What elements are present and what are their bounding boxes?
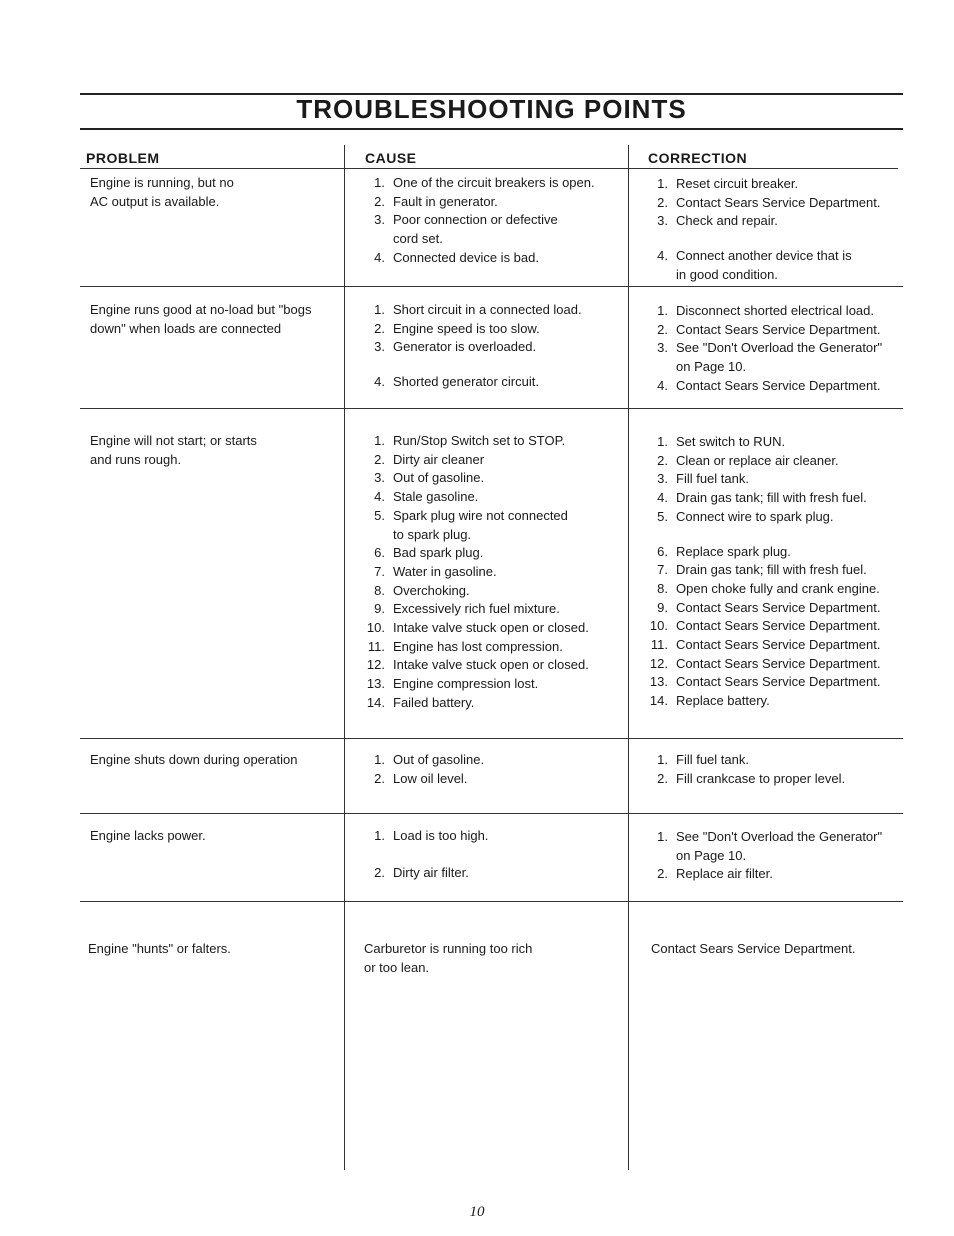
problem-line: and runs rough.: [90, 451, 182, 467]
item-text: Fill fuel tank.: [676, 471, 749, 487]
cause-list: [365, 301, 582, 392]
item-number: 2.: [657, 452, 668, 468]
item-number: 8.: [657, 580, 668, 596]
item-number: 1.: [374, 433, 385, 448]
item-text: Intake valve stuck open or closed.: [393, 657, 589, 673]
item-number: 2.: [657, 321, 668, 337]
item-number: 12.: [649, 655, 668, 671]
item-text: Intake valve stuck open or closed.: [393, 620, 589, 636]
cause-item: [365, 544, 589, 563]
item-number: 11.: [650, 637, 668, 653]
item-text: Contact Sears Service Department.: [676, 618, 881, 634]
item-text: One of the circuit breakers is open.: [393, 175, 595, 190]
item-number: 14.: [366, 694, 385, 710]
cause-item: [365, 582, 589, 601]
item-text: Short circuit in a connected load.: [393, 302, 582, 317]
problem-cell: [90, 301, 311, 338]
correction-item: [648, 470, 880, 489]
header-underline: [80, 168, 898, 169]
item-number: 1.: [374, 175, 385, 190]
item-number: 2.: [374, 865, 385, 881]
item-text: Contact Sears Service Department.: [676, 321, 881, 337]
cause-item: [365, 230, 595, 249]
item-text: to spark plug.: [393, 526, 472, 542]
item-text: on Page 10.: [676, 847, 747, 863]
item-text: on Page 10.: [676, 359, 747, 375]
column-divider-left: [344, 145, 345, 1170]
item-number: 2.: [374, 451, 385, 467]
item-text: Contact Sears Service Department.: [676, 674, 881, 690]
correction-item: [648, 655, 880, 674]
correction-item: [648, 636, 880, 655]
cause-item: [365, 507, 589, 526]
cause-item: [365, 432, 589, 451]
item-number: 10.: [649, 618, 668, 634]
item-text: Engine speed is too slow.: [393, 320, 540, 336]
problem-line: Engine shuts down during operation: [90, 752, 298, 767]
item-number: 3.: [657, 213, 668, 229]
item-text: Check and repair.: [676, 213, 778, 229]
item-text: Low oil level.: [393, 770, 468, 786]
cause-list: [365, 827, 488, 883]
cause-item: [365, 638, 589, 657]
item-number: 2.: [657, 770, 668, 786]
item-text: Contact Sears Service Department.: [676, 637, 881, 653]
item-text: Drain gas tank; fill with fresh fuel.: [676, 490, 867, 506]
item-number: 10.: [366, 620, 385, 636]
item-text: Excessively rich fuel mixture.: [393, 601, 560, 617]
item-text: Contact Sears Service Department.: [676, 377, 881, 393]
item-text: Overchoking.: [393, 582, 470, 598]
correction-item: [648, 452, 880, 471]
item-number: 3.: [657, 471, 668, 487]
correction-item: [648, 599, 880, 618]
item-text: Connect wire to spark plug.: [676, 508, 834, 524]
problem-line: Engine lacks power.: [90, 828, 206, 843]
item-number: 1.: [657, 303, 668, 318]
item-text: Spark plug wire not connected: [393, 507, 568, 523]
header-correction: CORRECTION: [648, 150, 748, 166]
item-text: Connected device is bad.: [393, 249, 539, 265]
item-number: 1.: [374, 828, 385, 843]
correction-item: [648, 580, 880, 599]
item-number: 3.: [374, 339, 385, 355]
item-number: 4.: [657, 490, 668, 506]
correction-item: [648, 266, 880, 285]
correction-item: [648, 770, 845, 789]
item-number: 1.: [657, 176, 668, 191]
item-text: Engine compression lost.: [393, 676, 539, 692]
item-text: Reset circuit breaker.: [676, 176, 799, 191]
item-number: 9.: [374, 601, 385, 617]
correction-item: [648, 175, 880, 194]
item-number: 13.: [649, 674, 668, 690]
correction-item: [648, 321, 882, 340]
item-text: Poor connection or defective: [393, 212, 558, 228]
problem-line: down" when loads are connected: [90, 320, 282, 336]
item-text: Fill crankcase to proper level.: [676, 770, 846, 786]
item-text: Fill fuel tank.: [676, 752, 749, 767]
cause-item: [365, 488, 589, 507]
item-text: Dirty air cleaner: [393, 451, 485, 467]
item-number: 5.: [657, 508, 668, 524]
item-number: 11.: [367, 638, 385, 654]
item-number: 6.: [657, 543, 668, 559]
item-number: 1.: [657, 829, 668, 844]
cause-item: [365, 193, 595, 212]
item-text: in good condition.: [676, 266, 778, 282]
item-text: Contact Sears Service Department.: [676, 599, 881, 615]
row-separator: [80, 286, 903, 287]
row-separator: [80, 813, 903, 814]
correction-item: [648, 247, 880, 266]
cause-item: [365, 174, 595, 193]
item-text: Replace spark plug.: [676, 543, 791, 559]
correction-item: [648, 751, 845, 770]
item-number: 3.: [374, 212, 385, 228]
problem-cell: [90, 751, 297, 770]
item-number: 5.: [374, 507, 385, 523]
row-separator: [80, 408, 903, 409]
item-text: Disconnect shorted electrical load.: [676, 303, 874, 318]
correction-line: Contact Sears Service Department.: [651, 941, 856, 956]
item-text: Contact Sears Service Department.: [676, 194, 881, 210]
item-number: 2.: [657, 866, 668, 882]
item-number: 4.: [657, 377, 668, 393]
cause-list: [365, 174, 595, 268]
cause-item: [365, 338, 582, 357]
item-number: 2.: [374, 320, 385, 336]
correction-item: [648, 828, 882, 847]
cause-list: [365, 432, 589, 713]
problem-cell: [90, 432, 257, 469]
item-number: 6.: [374, 545, 385, 561]
cause-item: [365, 526, 589, 545]
item-text: Engine has lost compression.: [393, 638, 563, 654]
item-number: 14.: [649, 693, 668, 709]
item-number: 1.: [657, 752, 668, 767]
item-number: 7.: [657, 562, 668, 578]
item-number: 2.: [657, 194, 668, 210]
correction-item: [648, 561, 880, 580]
item-text: Dirty air filter.: [393, 865, 469, 881]
column-divider-right: [628, 145, 629, 1170]
item-number: 1.: [374, 302, 385, 317]
item-number: 7.: [374, 563, 385, 579]
correction-item: [648, 358, 882, 377]
item-number: 3.: [657, 340, 668, 356]
item-text: Clean or replace air cleaner.: [676, 452, 839, 468]
cause-item: [365, 656, 589, 675]
item-number: 4.: [374, 249, 385, 265]
correction-text: [651, 940, 855, 959]
row-separator: [80, 738, 903, 739]
cause-item: [365, 694, 589, 713]
item-number: 4.: [374, 489, 385, 505]
row-separator: [80, 901, 903, 902]
correction-item: [648, 377, 882, 396]
item-text: Connect another device that is: [676, 248, 852, 264]
correction-item: [648, 692, 880, 711]
item-number: 4.: [657, 248, 668, 264]
correction-list: [648, 433, 880, 711]
cause-item: [365, 320, 582, 339]
header-cause: CAUSE: [365, 150, 417, 166]
item-number: 2.: [374, 770, 385, 786]
correction-item: [648, 865, 882, 884]
item-text: Out of gasoline.: [393, 470, 485, 486]
correction-item: [648, 212, 880, 231]
item-text: Stale gasoline.: [393, 489, 479, 505]
correction-list: [648, 302, 882, 396]
item-text: Run/Stop Switch set to STOP.: [393, 433, 566, 448]
correction-list: [648, 828, 882, 884]
problem-line: Engine "hunts" or falters.: [88, 941, 231, 956]
item-text: cord set.: [393, 231, 443, 247]
correction-item: [648, 489, 880, 508]
problem-line: Engine is running, but no: [90, 175, 234, 190]
page-title: TROUBLESHOOTING POINTS: [296, 94, 687, 124]
problem-cell: [90, 827, 206, 846]
item-text: Fault in generator.: [393, 193, 498, 209]
correction-item: [648, 302, 882, 321]
cause-line: Carburetor is running too rich: [364, 941, 533, 956]
cause-item: [365, 770, 484, 789]
item-number: 13.: [366, 676, 385, 692]
cause-item: [365, 751, 484, 770]
correction-item: [648, 433, 880, 452]
correction-list: [648, 175, 880, 285]
header-problem: PROBLEM: [86, 150, 160, 166]
title-bottom-rule: [80, 128, 903, 130]
item-text: Bad spark plug.: [393, 545, 484, 561]
cause-item: [365, 619, 589, 638]
item-text: Replace battery.: [676, 693, 770, 709]
correction-item: [648, 847, 882, 866]
item-number: 1.: [657, 434, 668, 449]
problem-cell: [88, 940, 231, 959]
item-text: Replace air filter.: [676, 866, 773, 882]
item-text: See "Don't Overload the Generator": [676, 829, 883, 844]
correction-item: [648, 508, 880, 527]
item-number: 3.: [374, 470, 385, 486]
cause-line: or too lean.: [364, 959, 430, 975]
item-number: 8.: [374, 582, 385, 598]
correction-item: [648, 543, 880, 562]
correction-item: [648, 194, 880, 213]
problem-line: Engine runs good at no-load but "bogs: [90, 302, 312, 317]
cause-text: [364, 940, 532, 977]
problem-cell: [90, 174, 234, 211]
item-text: See "Don't Overload the Generator": [676, 340, 883, 356]
cause-item: [365, 211, 595, 230]
problem-line: AC output is available.: [90, 193, 220, 209]
item-text: Generator is overloaded.: [393, 339, 537, 355]
cause-item: [365, 469, 589, 488]
cause-item: [365, 675, 589, 694]
item-text: Set switch to RUN.: [676, 434, 786, 449]
cause-item: [365, 563, 589, 582]
item-number: 12.: [366, 657, 385, 673]
item-text: Contact Sears Service Department.: [676, 655, 881, 671]
item-text: Load is too high.: [393, 828, 489, 843]
item-number: 4.: [374, 374, 385, 390]
item-text: Failed battery.: [393, 694, 475, 710]
item-text: Drain gas tank; fill with fresh fuel.: [676, 562, 867, 578]
cause-item: [365, 249, 595, 268]
item-text: Open choke fully and crank engine.: [676, 580, 880, 596]
cause-item: [365, 373, 582, 392]
item-text: Shorted generator circuit.: [393, 374, 539, 390]
page-number: 10: [469, 1204, 485, 1220]
correction-item: [648, 617, 880, 636]
item-text: Out of gasoline.: [393, 752, 485, 767]
item-number: 9.: [657, 599, 668, 615]
item-text: Water in gasoline.: [393, 563, 497, 579]
cause-item: [365, 827, 488, 846]
item-number: 2.: [374, 193, 385, 209]
item-number: 1.: [374, 752, 385, 767]
problem-line: Engine will not start; or starts: [90, 433, 257, 448]
correction-list: [648, 751, 845, 788]
correction-item: [648, 339, 882, 358]
cause-item: [365, 864, 488, 883]
cause-item: [365, 301, 582, 320]
cause-item: [365, 451, 589, 470]
cause-list: [365, 751, 484, 788]
cause-item: [365, 600, 589, 619]
correction-item: [648, 673, 880, 692]
